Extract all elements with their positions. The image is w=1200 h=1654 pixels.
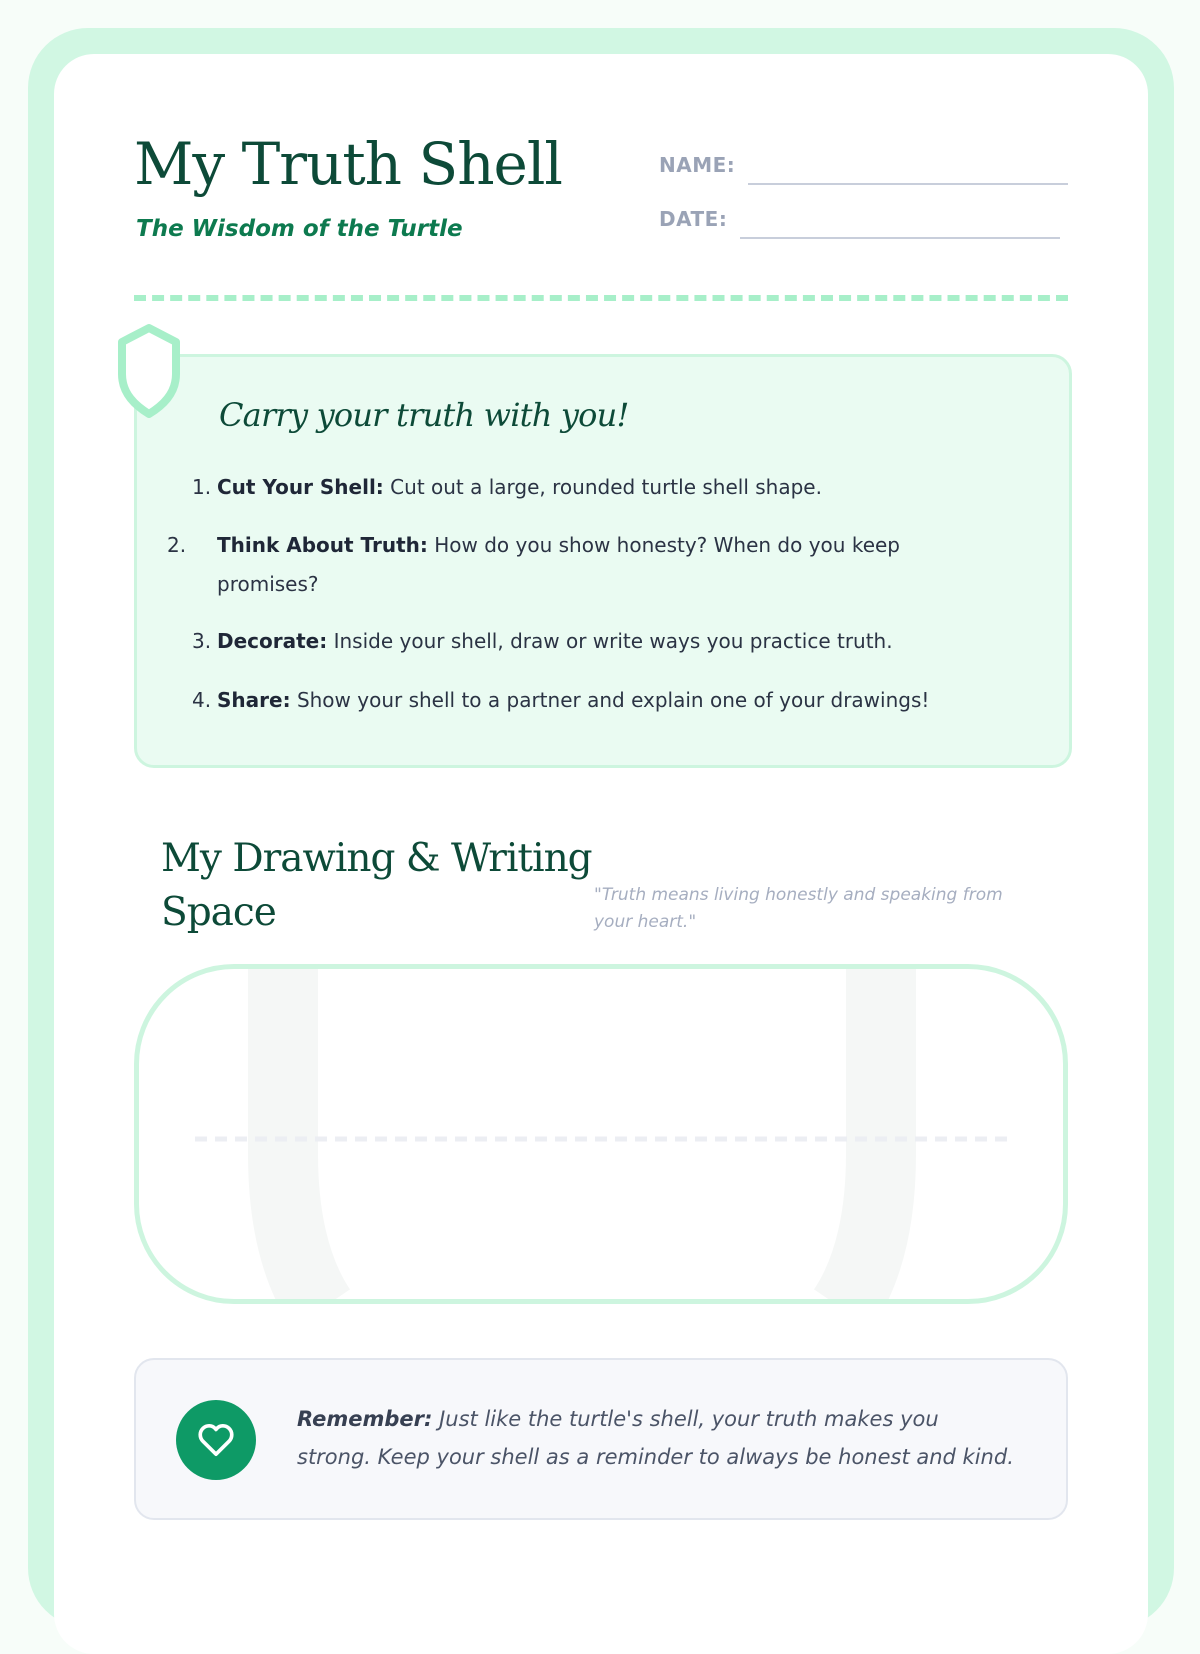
list-item: [192, 468, 972, 507]
reminder-text: [297, 1400, 1017, 1476]
step-title: Share:: [217, 688, 291, 712]
step-title: Think About Truth:: [217, 533, 428, 557]
list-item: [192, 622, 972, 661]
step-text: How do you show honesty? When do you keep promises?: [217, 533, 901, 596]
name-field[interactable]: [748, 183, 1068, 185]
heart-badge: [176, 1400, 256, 1480]
page-title: My Truth Shell: [134, 130, 562, 198]
heart-icon: [196, 1420, 236, 1460]
name-label: NAME:: [659, 153, 736, 177]
step-text: Cut out a large, rounded turtle shell shape.: [390, 475, 822, 499]
step-number: 4.: [192, 688, 212, 712]
instructions-heading: Carry your truth with you!: [219, 396, 629, 434]
step-number: 2.: [167, 533, 187, 557]
header-divider: [134, 295, 1068, 301]
list-item: [192, 681, 972, 720]
step-title: Decorate:: [217, 629, 328, 653]
shell-outline-guide: [139, 969, 1068, 1304]
list-item: [167, 526, 957, 604]
drawing-space-quote: "Truth means living honestly and speaking from your heart.": [594, 885, 1003, 932]
reminder-label: Remember:: [297, 1407, 433, 1431]
date-label: DATE:: [659, 207, 728, 231]
step-number: 3.: [192, 629, 212, 653]
step-text: Inside your shell, draw or write ways you practice truth.: [333, 629, 893, 653]
reminder-body: Just like the turtle's shell, your truth makes you strong. Keep your shell as a reminder to always be honest and kind.: [297, 1407, 1014, 1469]
date-field[interactable]: [740, 237, 1060, 239]
step-number: 1.: [192, 475, 212, 499]
drawing-area[interactable]: [134, 964, 1068, 1304]
drawing-space-title: My Drawing & Writing Space: [161, 836, 592, 935]
shield-icon: [108, 322, 190, 418]
step-title: Cut Your Shell:: [217, 475, 384, 499]
page-subtitle: The Wisdom of the Turtle: [136, 216, 463, 242]
step-text: Show your shell to a partner and explain one of your drawings!: [296, 688, 930, 712]
